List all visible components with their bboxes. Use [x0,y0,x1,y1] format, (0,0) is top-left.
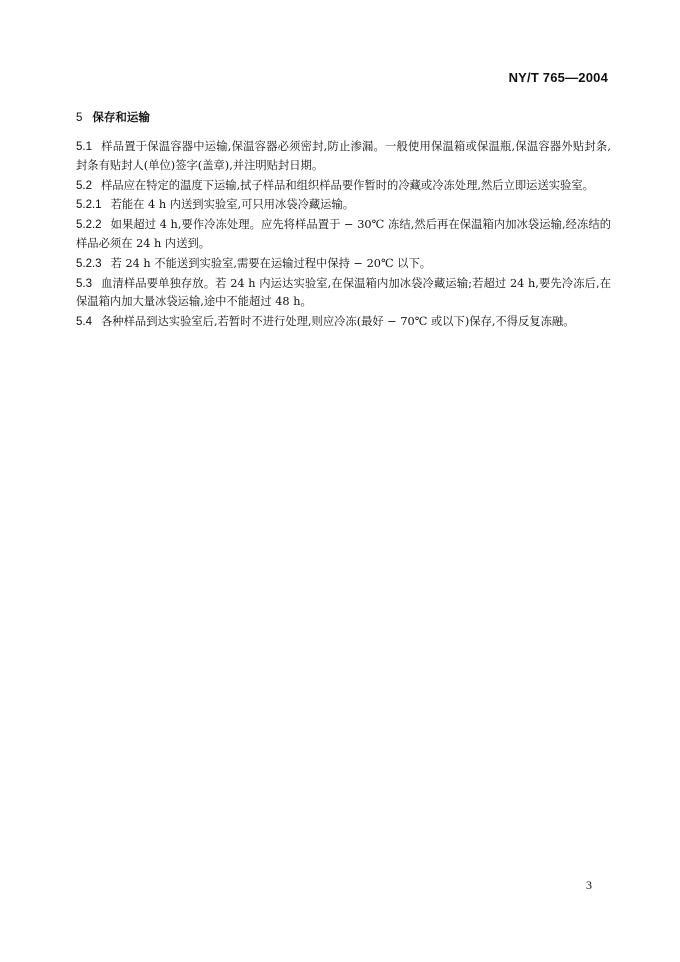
clause-number: 5.2 [76,179,92,192]
clause-text: 若能在 4 h 内送到实验室,可只用冰袋冷藏运输。 [110,198,355,212]
clause-5-1 [76,138,611,176]
clause-5-2-3 [76,255,611,274]
section-title: 保存和运输 [92,110,150,124]
clause-text: 样品置于保温容器中运输,保温容器必须密封,防止渗漏。一般使用保温箱或保温瓶,保温容器外贴封条,封条有贴封人(单位)签字(盖章),并注明贴封日期。 [76,140,611,172]
section-number: 5 [76,112,83,124]
clause-5-2-1 [76,196,611,215]
page-number: 3 [586,878,592,892]
clause-number: 5.3 [76,277,92,290]
clause-5-3 [76,275,611,313]
clause-text: 若 24 h 不能送到实验室,需要在运输过程中保持 − 20℃ 以下。 [110,256,432,270]
section-heading [76,108,611,127]
clause-number: 5.2.3 [76,257,102,270]
standard-code: NY/T 765—2004 [508,70,608,85]
clause-5-4 [76,313,611,332]
clause-text: 如果超过 4 h,要作冷冻处理。应先将样品置于 − 30℃ 冻结,然后再在保温箱内加冰袋运输,经冻结的样品必须在 24 h 内送到。 [76,218,611,250]
clause-5-2 [76,177,611,196]
clause-number: 5.1 [76,141,92,153]
clause-number: 5.4 [76,316,92,329]
clause-text: 血清样品要单独存放。若 24 h 内运达实验室,在保温箱内加冰袋冷藏运输;若超过 24 h,要先冷冻后,在保温箱内加大量冰袋运输,途中不能超过 48 h。 [76,276,611,309]
clause-5-2-2 [76,216,611,254]
clause-text: 样品应在特定的温度下运输,拭子样品和组织样品要作暂时的冷藏或冷冻处理,然后立即运送实验室。 [101,178,594,192]
clause-text: 各种样品到达实验室后,若暂时不进行处理,则应冷冻(最好 − 70℃ 或以下)保存,不得反复冻融。 [101,315,575,329]
clause-number: 5.2.1 [76,199,102,212]
document-body [76,108,611,333]
clause-number: 5.2.2 [76,219,102,232]
